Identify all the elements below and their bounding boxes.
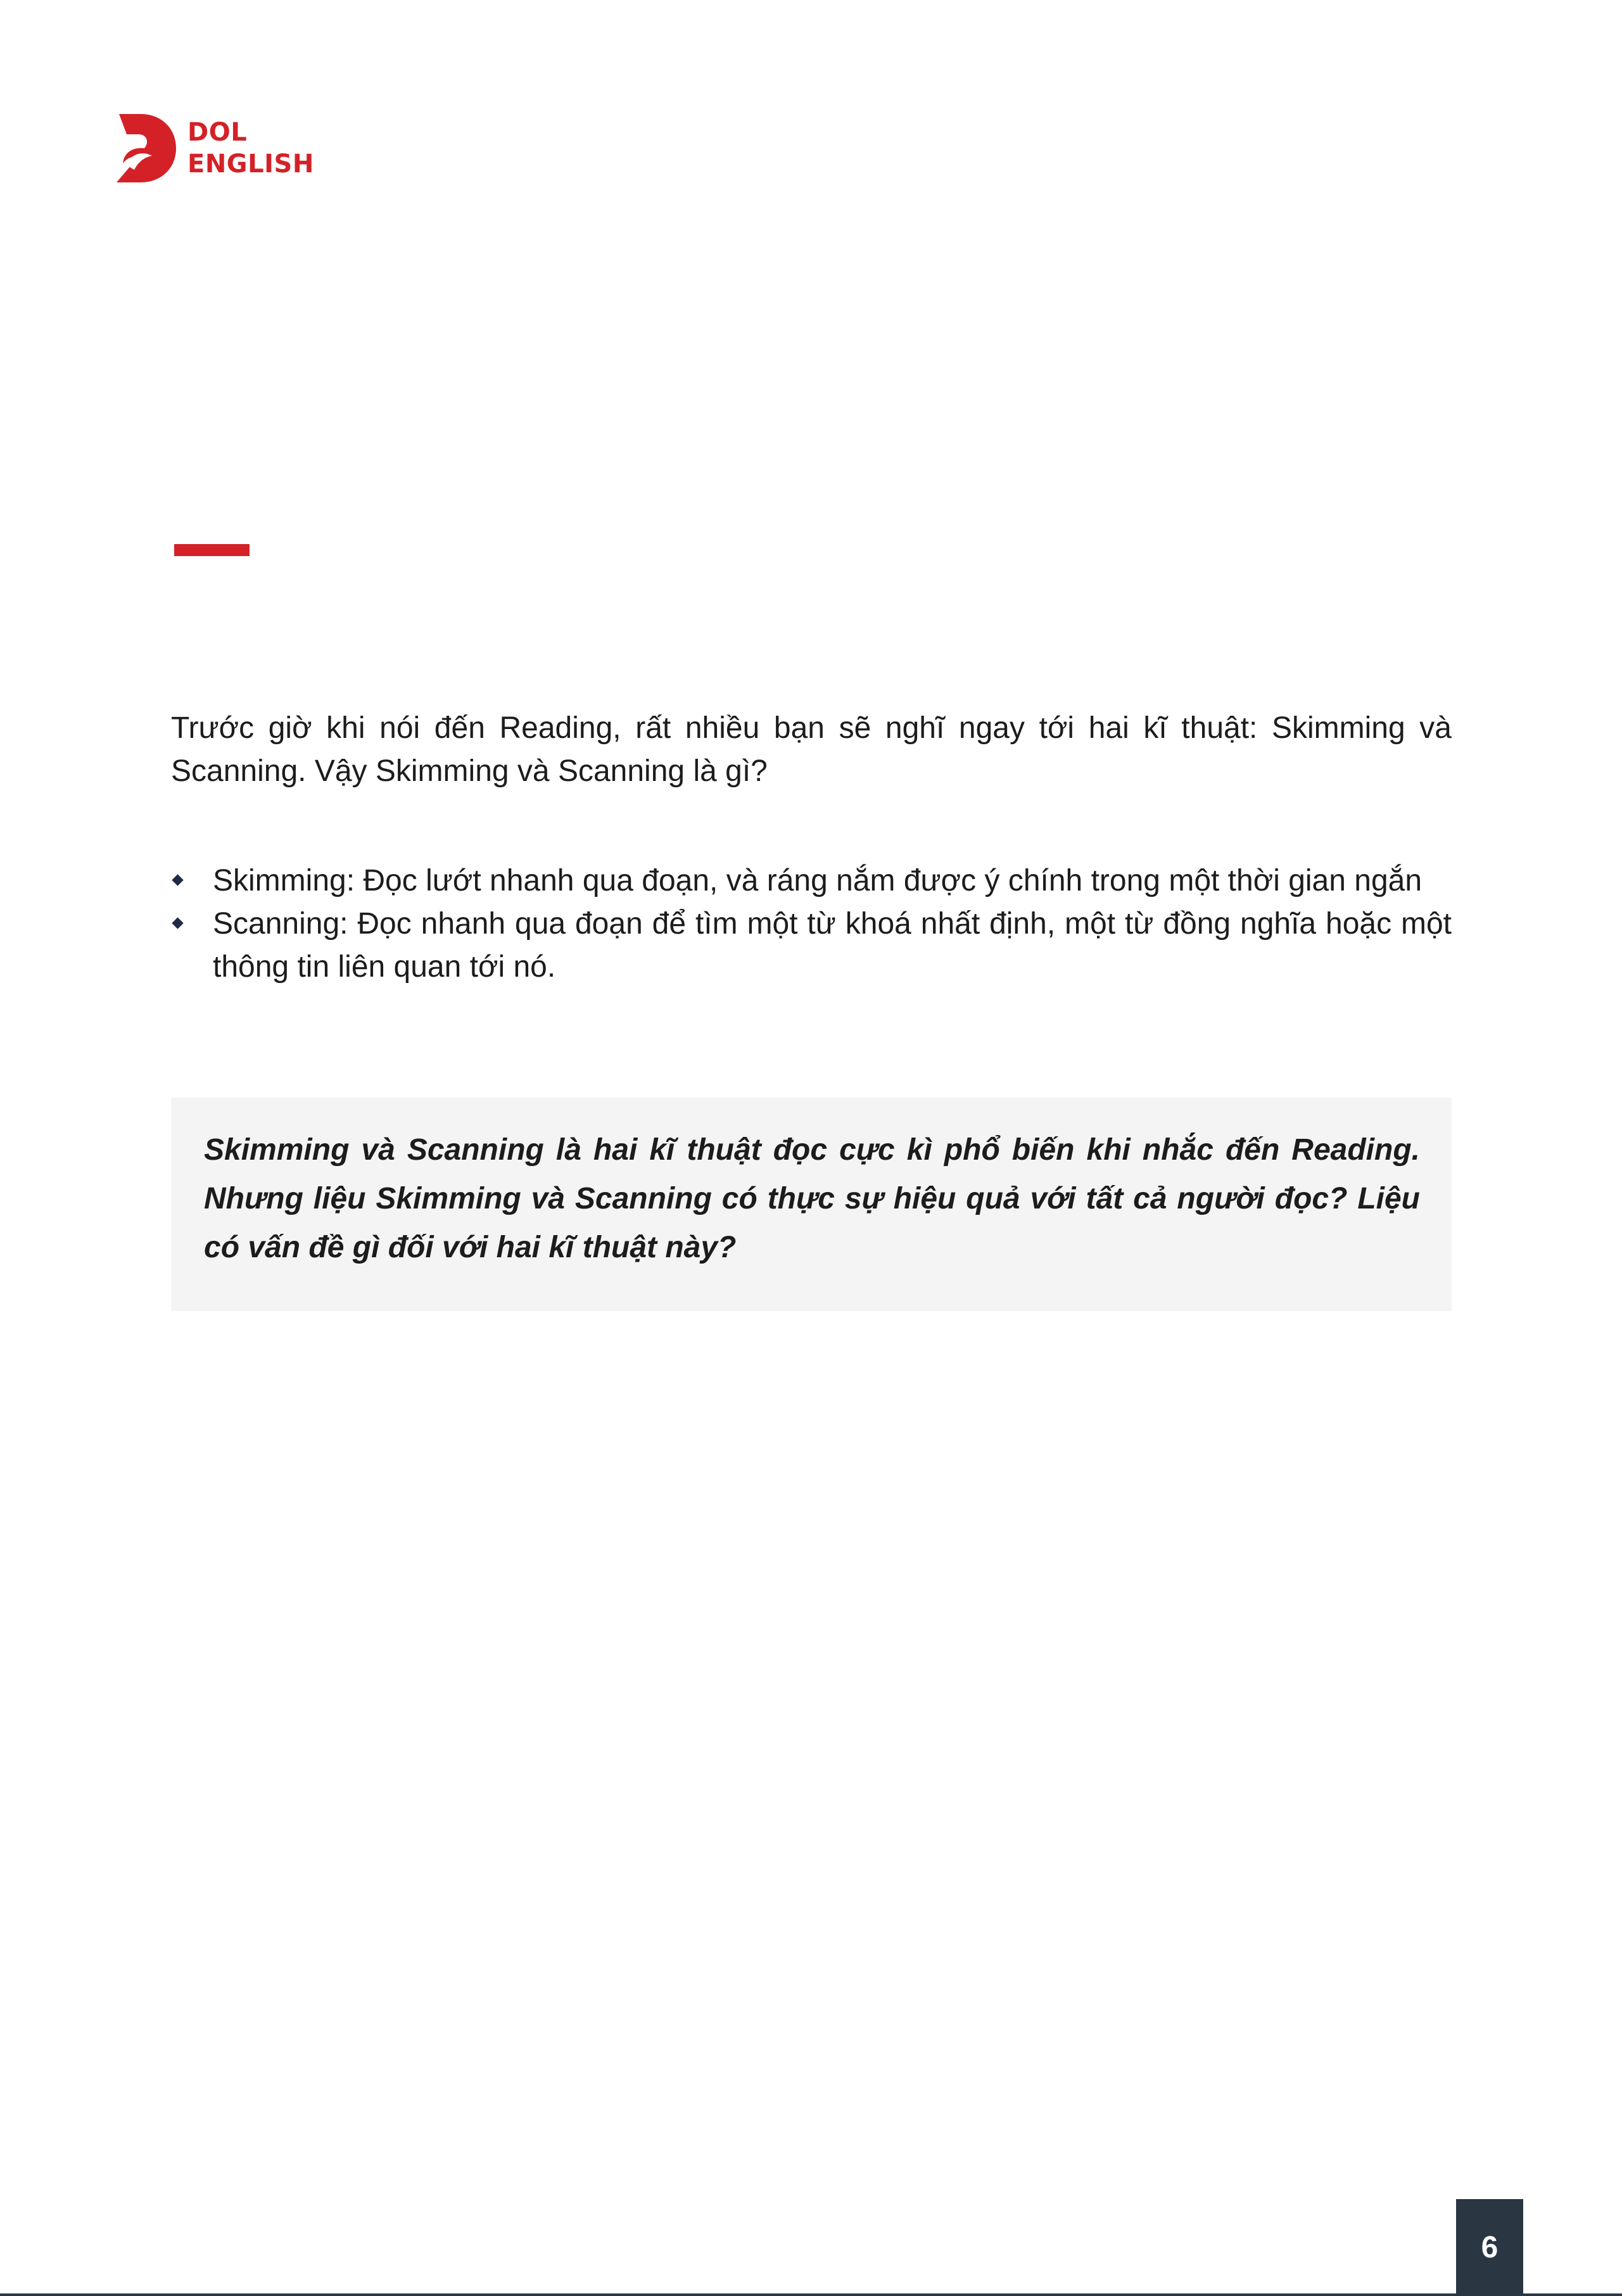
highlight-callout [171,1098,1452,1311]
footer-divider [0,2293,1622,2296]
logo-line-dol: DOL [187,118,248,147]
section-accent-bar [174,544,250,556]
intro-paragraph: Trước giờ khi nói đến Reading, rất nhiều bạn sẽ nghĩ ngay tới hai kĩ thuật: Skimming và Scanning. Vậy Skimming và Scanning là gì? [171,711,1452,788]
bullet-text-skimming: Skimming: Đọc lướt nhanh qua đoạn, và ráng nắm được ý chính trong một thời gian ngắn [213,864,1422,897]
bullet-text-scanning: Scanning: Đọc nhanh qua đoạn để tìm một từ khoá nhất định, một từ đồng nghĩa hoặc một thông tin liên quan tới nó. [213,907,1452,984]
list-item [171,903,1452,989]
diamond-bullet-icon [172,917,183,929]
dol-logo-icon [113,111,179,185]
logo-line-english: ENGLISH [187,149,314,179]
logo-wordmark [187,117,314,180]
dol-english-logo [113,111,314,185]
bullet-list [171,859,1452,989]
highlight-text: Skimming và Scanning là hai kĩ thuật đọc cực kì phổ biến khi nhắc đến Reading. Nhưng liệu Skimming và Scanning có thực sự hiệu quả với tất cả người đọc? Liệu có vấn đề gì đối với hai kĩ thuật này? [204,1133,1420,1264]
page-number: 6 [1456,2199,1523,2296]
list-item [171,859,1452,903]
diamond-bullet-icon [172,874,183,885]
